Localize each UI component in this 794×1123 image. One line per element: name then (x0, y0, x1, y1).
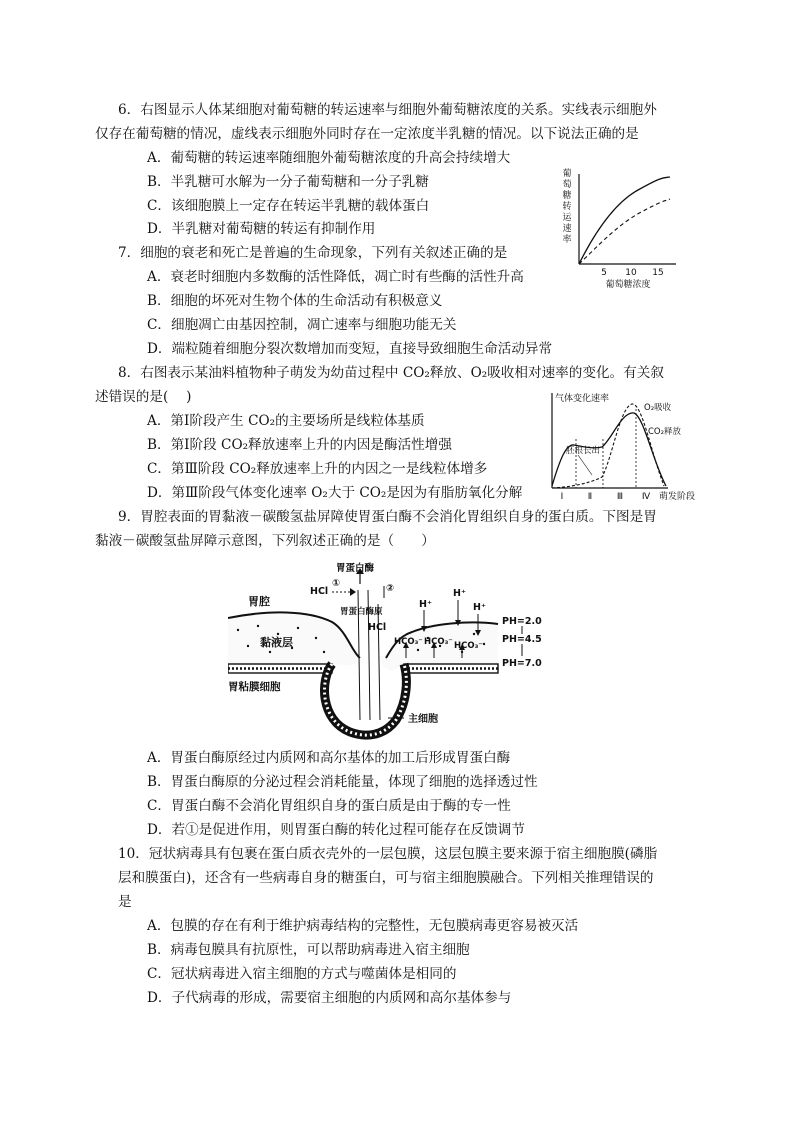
q9-chief-cell-label: 主细胞 (408, 714, 438, 725)
q8-root-label: 胚根长出 (566, 446, 601, 456)
q8-option-b: B．第Ⅰ阶段 CO₂释放速率上升的内因是酶活性增强 (147, 437, 452, 453)
q6-ylabel-char: 糖 (562, 191, 572, 201)
q8-xlabel: 萌发阶段 (658, 492, 696, 502)
q9-circle-1: ① (332, 578, 341, 589)
q6-option-a: A．葡萄糖的转运速率随细胞外葡萄糖浓度的升高会持续增大 (147, 150, 511, 166)
q9-stem-line1: 9．胃腔表面的胃黏液－碳酸氢盐屏障使胃蛋白酶不会消化胃组织自身的蛋白质。下图是胃 (118, 509, 657, 525)
q9-pepsin-label: 胃蛋白酶 (336, 563, 375, 574)
q9-epithelium-right (404, 664, 498, 673)
q9-option-d: D．若①是促进作用，则胃蛋白酶的转化过程可能存在反馈调节 (147, 822, 525, 838)
q8-option-d: D．第Ⅲ阶段气体变化速率 O₂大于 CO₂是因为有脂肪氧化分解 (147, 485, 523, 501)
q6-stem-line1: 6．右图显示人体某细胞对葡萄糖的转运速率与细胞外葡萄糖浓度的关系。实线表示细胞外 (118, 102, 657, 118)
q6-option-c: C．该细胞膜上一定存在转运半乳糖的载体蛋白 (147, 198, 430, 214)
q9-hcl-top-label: HCl (310, 586, 329, 597)
q9-mucosa-label: 胃粘膜细胞 (228, 681, 281, 693)
q6-ylabel-char: 转 (562, 202, 572, 212)
q6-tick-5: 5 (601, 268, 607, 278)
q9-ph-4-5: PH=4.5 (502, 634, 542, 645)
q8-o2-label: O₂吸收 (644, 403, 672, 413)
q6-option-b: B．半乳糖可水解为一分子葡萄糖和一分子乳糖 (147, 174, 429, 190)
q8-co2-label: CO₂释放 (648, 427, 682, 437)
q6-solid-curve (579, 177, 670, 264)
q6-ylabel-char: 运 (562, 213, 572, 223)
q6-ylabel-char: 萄 (562, 180, 572, 190)
q9-ph-7: PH=7.0 (502, 658, 542, 669)
q10-option-c: C．冠状病毒进入宿主细胞的方式与噬菌体是相同的 (147, 966, 457, 982)
q8-option-c: C．第Ⅲ阶段 CO₂释放速率上升的内因之一是线粒体增多 (147, 461, 488, 477)
q9-stem-line2: 黏液－碳酸氢盐屏障示意图，下列叙述正确的是（ ） (95, 533, 435, 549)
q8-ylabel: 气体变化速率 (555, 394, 610, 404)
q9-hco3-3: HCO₃⁻ (454, 641, 483, 651)
q9-option-b: B．胃蛋白酶原的分泌过程会消耗能量，体现了细胞的选择透过性 (147, 774, 538, 790)
q9-mucus-barrier-figure (228, 560, 558, 742)
q8-stage-3: Ⅲ (616, 492, 624, 502)
q7-option-d: D．端粒随着细胞分裂次数增加而变短，直接导致细胞生命活动异常 (147, 341, 553, 357)
q9-h-plus-2: H⁺ (453, 588, 466, 599)
q9-circle-2: ② (386, 583, 395, 594)
q6-dashed-curve (579, 199, 670, 264)
q10-option-d: D．子代病毒的形成，需要宿主细胞的内质网和高尔基体参与 (147, 990, 512, 1006)
q10-stem-line2: 层和膜蛋白)，还含有一些病毒自身的糖蛋白，可与宿主细胞膜融合。下列相关推理错误的 (118, 870, 654, 886)
q9-h-plus-3: H⁺ (473, 602, 486, 613)
q9-option-a: A．胃蛋白酶原经过内质网和高尔基体的加工后形成胃蛋白酶 (147, 750, 511, 766)
q9-hco3-2: HCO₃⁻ (424, 637, 453, 647)
q10-stem-line3: 是 (118, 894, 132, 910)
q7-option-b: B．细胞的坏死对生物个体的生命活动有积极意义 (147, 293, 443, 309)
q9-hco3-1: HCO₃⁻ (394, 637, 423, 647)
q6-tick-10: 10 (625, 268, 637, 278)
q8-stage-1: Ⅰ (560, 492, 564, 502)
q8-option-a: A．第Ⅰ阶段产生 CO₂的主要场所是线粒体基质 (147, 413, 425, 429)
q8-stage-2: Ⅱ (587, 492, 593, 502)
q9-mucus-label: 黏液层 (260, 636, 293, 649)
q9-lumen-label: 胃腔 (248, 595, 270, 608)
q8-germination-figure (540, 389, 700, 505)
q8-stem-line1: 8．右图表示某油料植物种子萌发为幼苗过程中 CO₂释放、O₂吸收相对速率的变化。有关叙 (118, 365, 664, 381)
q7-stem: 7．细胞的衰老和死亡是普遍的生命现象，下列有关叙述正确的是 (118, 245, 508, 261)
q8-stage-4: Ⅳ (641, 492, 651, 502)
q6-ylabel-char: 速 (562, 224, 572, 234)
q9-ph-2: PH=2.0 (502, 616, 542, 627)
q6-stem-line2: 仅存在葡萄糖的情况，虚线表示细胞外同时存在一定浓度半乳糖的情况。以下说法正确的是 (95, 126, 639, 142)
q10-option-b: B．病毒包膜具有抗原性，可以帮助病毒进入宿主细胞 (147, 942, 470, 958)
q10-option-a: A．包膜的存在有利于维护病毒结构的完整性，无包膜病毒更容易被灭活 (147, 918, 579, 934)
q8-root-pointer (578, 455, 592, 475)
q9-h-plus-1: H⁺ (419, 599, 432, 610)
q6-option-d: D．半乳糖对葡萄糖的转运有抑制作用 (147, 221, 376, 237)
q6-tick-15: 15 (652, 268, 664, 278)
q6-ylabel-char: 率 (562, 235, 572, 245)
q9-option-c: C．胃蛋白酶不会消化胃组织自身的蛋白质是由于酶的专一性 (147, 798, 511, 814)
q6-ylabel-char: 葡 (562, 169, 572, 179)
q6-glucose-transport-figure (558, 166, 683, 290)
q9-hcl-mid-label: HCl (368, 622, 387, 633)
q8-stem-line2: 述错误的是( ) (95, 389, 192, 405)
q6-xlabel: 葡萄糖浓度 (605, 280, 651, 290)
q7-option-c: C．细胞凋亡由基因控制，凋亡速率与细胞功能无关 (147, 317, 457, 333)
q7-option-a: A．衰老时细胞内多数酶的活性降低，凋亡时有些酶的活性升高 (147, 269, 524, 285)
q10-stem-line1: 10．冠状病毒具有包裹在蛋白质衣壳外的一层包膜，这层包膜主要来源于宿主细胞膜(磷脂 (118, 846, 658, 862)
q9-pepsinogen-label: 胃蛋白酶原 (340, 607, 383, 617)
